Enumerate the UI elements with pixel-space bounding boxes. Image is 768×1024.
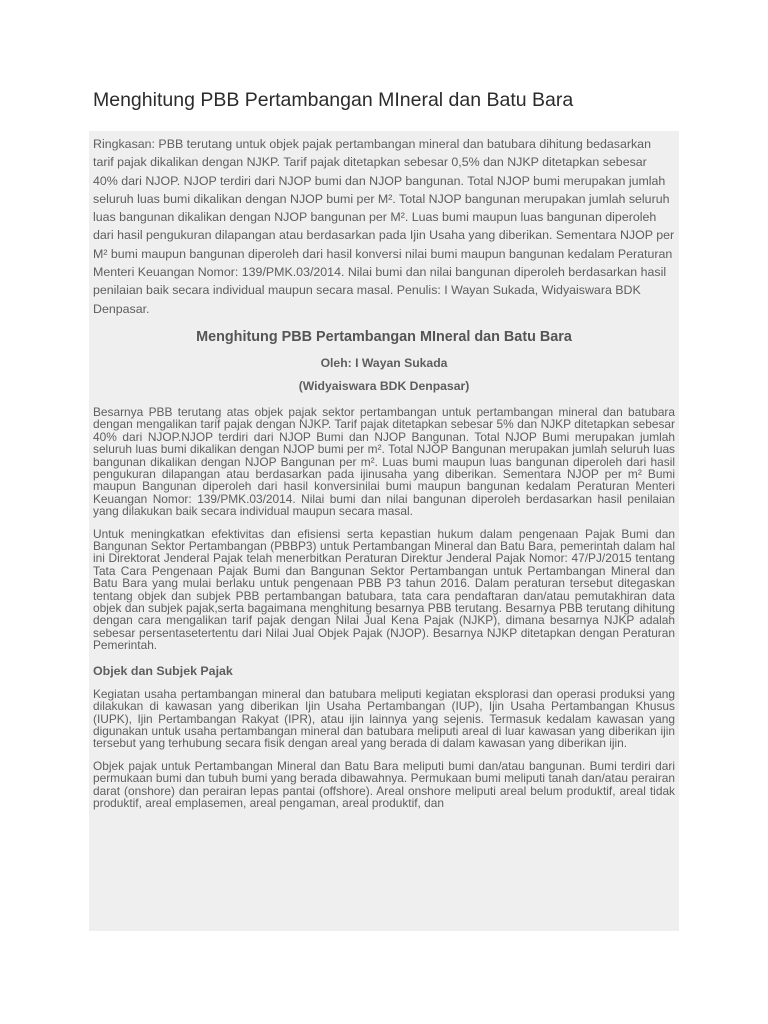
body-paragraph-1: Besarnya PBB terutang atas objek pajak sektor pertambangan untuk pertambangan mineral dan batubara dengan mengalikan tarif pajak dengan NJKP. Tarif pajak ditetapkan sebesar 5% dan NJKP ditetapkan sebesar 40% dari NJOP.NJOP terdiri dari NJOP Bumi dan NJOP Bangunan. Total NJOP Bumi merupakan jumlah seluruh luas bumi dikalikan dengan NJOP bumi per m². Total NJOP Bangunan merupakan jumlah seluruh luas bangunan dikalikan dengan NJOP Bangunan per m². Luas bumi maupun luas bangunan diperoleh dari hasil pengukuran dilapangan atau berdasarkan pada ijinusaha yang diberikan. Sementara NJOP per m² Bumi maupun Bangunan diperoleh dari hasil konversinilai bumi maupun bangunan kedalam Peraturan Menteri Keuangan Nomor: 139/PMK.03/2014. Nilai bumi dan nilai bangunan diperoleh berdasarkan hasil penilaian yang dilakukan baik secara individual maupun secara masal. [93,404,675,519]
body-paragraph-2: Untuk meningkatkan efektivitas dan efisiensi serta kepastian hukum dalam pengenaan Pajak Bumi dan Bangunan Sektor Pertambangan (PBBP3) untuk Pertambangan Mineral dan Batu Bara, pemerintah dalam hal ini Direktorat Jenderal Pajak telah menerbitkan Peraturan Direktur Jenderal Pajak Nomor: 47/PJ/2015 tentang Tata Cara Pengenaan Pajak Bumi dan Bangunan Sektor Pertambangan untuk Pertambangan Mineral dan Batu Bara yang mulai berlaku untuk pengenaan PBB P3 tahun 2016. Dalam peraturan tersebut ditegaskan tentang objek dan subjek PBB pertambangan batubara, tata cara pendaftaran dan/atau pemutakhiran data objek dan subjek pajak,serta bagaimana menghitung besarnya PBB terutang. Besarnya PBB terutang dihitung dengan cara mengalikan tarif pajak dengan Nilai Jual Kena Pajak (NJKP), dimana besarnya NJKP adalah sebesar persentasetertentu dari Nilai Jual Objek Pajak (NJOP). Besarnya NJKP ditetapkan dengan Peraturan Pemerintah. [93,526,675,653]
section-heading: Objek dan Subjek Pajak [93,663,233,678]
article-author: Oleh: I Wayan Sukada [320,355,448,370]
body-paragraph-4: Objek pajak untuk Pertambangan Mineral dan Batu Bara meliputi bumi dan/atau bangunan. Bumi terdiri dari permukaan bumi dan tubuh bumi yang berada dibawahnya. Permukaan bumi meliputi tanah dan/atau perairan darat (onshore) dan perairan lepas pantai (offshore). Areal onshore meliputi areal belum produktif, areal tidak produktif, areal emplasemen, areal pengaman, areal produktif, dan [93,758,675,810]
summary-paragraph: Ringkasan: PBB terutang untuk objek pajak pertambangan mineral dan batubara dihitung bedasarkan tarif pajak dikalikan dengan NJKP. Tarif pajak ditetapkan sebesar 0,5% dan NJKP ditetapkan sebesar 40% dari NJOP. NJOP terdiri dari NJOP bumi dan NJOP bangunan. Total NJOP bumi merupakan jumlah seluruh luas bumi dikalikan dengan NJOP bumi per M². Total NJOP bangunan merupakan jumlah seluruh luas bangunan dikalikan dengan NJOP bangunan per M². Luas bumi maupun luas bangunan diperoleh dari hasil pengukuran dilapangan atau berdasarkan pada Ijin Usaha yang diberikan. Sementara NJOP per M² bumi maupun bangunan diperoleh dari hasil konversi nilai bumi maupun bangunan kedalam Peraturan Menteri Keuangan Nomor: 139/PMK.03/2014. Nilai bumi dan nilai bangunan diperoleh berdasarkan hasil penilaian baik secara individual maupun secara masal. Penulis: I Wayan Sukada, Widyaiswara BDK Denpasar. [93,137,675,316]
body-paragraph-3: Kegiatan usaha pertambangan mineral dan batubara meliputi kegiatan eksplorasi dan operasi produksi yang dilakukan di kawasan yang diberikan Ijin Usaha Pertambangan (IUP), Ijin Usaha Pertambangan Khusus (IUPK), Ijin Pertambangan Rakyat (IPR), atau ijin lainnya yang sejenis. Termasuk kedalam kawasan yang digunakan untuk usaha pertambangan mineral dan batubara meliputi areal di luar kawasan yang diberikan ijin tersebut yang terhubung secara fisik dengan areal yang berada di dalam kawasan yang diberikan ijin. [93,686,675,751]
article-title: Menghitung PBB Pertambangan MIneral dan Batu Bara [196,328,572,345]
article-affiliation: (Widyaiswara BDK Denpasar) [298,378,470,393]
document-title: Menghitung PBB Pertambangan MIneral dan Batu Bara [93,89,574,111]
document-content [89,131,679,931]
